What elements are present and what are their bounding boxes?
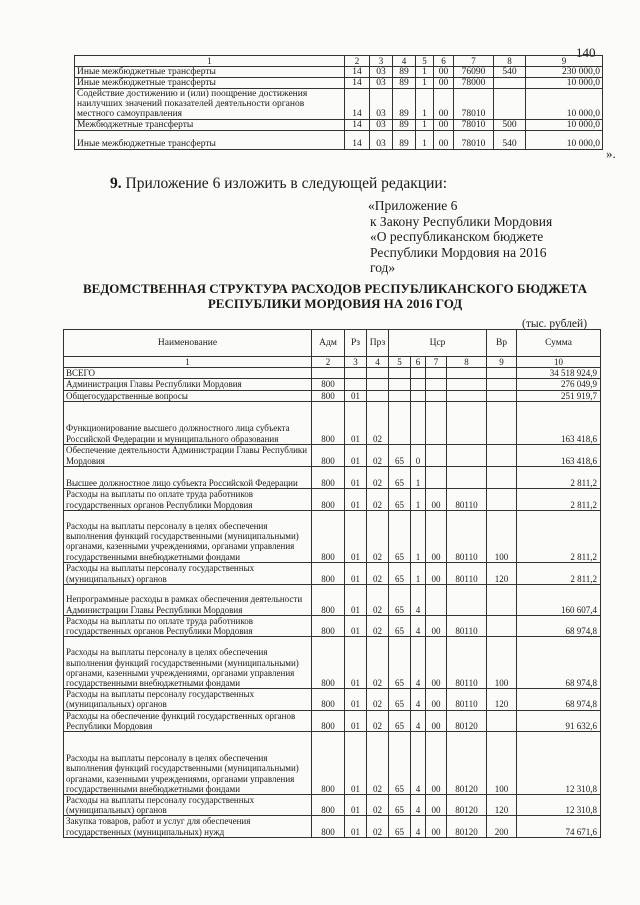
cell-prz: 03 — [370, 120, 393, 131]
col-number: 9 — [526, 56, 603, 67]
cell-c1: 89 — [393, 131, 416, 150]
cell-rz: 01 — [345, 615, 367, 636]
col-number-row — [64, 357, 601, 368]
cell-c4: 78010 — [454, 131, 494, 150]
cell-adm: 800 — [312, 488, 345, 510]
item-9 — [110, 175, 447, 193]
col-number: 1 — [64, 357, 312, 368]
cell-c1: 65 — [389, 637, 411, 689]
item-9-text: Приложение 6 изложить в следующей редакции: — [125, 175, 448, 192]
cell-c1 — [389, 368, 411, 379]
cell-sum: 10 000,0 — [526, 131, 603, 150]
cell-c1: 65 — [389, 816, 411, 837]
cell-rz: 01 — [345, 466, 367, 488]
row-name: Расходы на выплаты персоналу государственных (муниципальных) органов — [64, 795, 312, 816]
appendix-line: год» — [370, 260, 396, 276]
col-number: 3 — [345, 357, 367, 368]
unit-label: (тыс. рублей) — [522, 318, 588, 330]
cell-c1: 65 — [389, 710, 411, 731]
header-name: Наименование — [64, 330, 312, 357]
row-name: Расходы на выплаты персоналу государственных (муниципальных) органов — [64, 562, 312, 584]
cell-rz: 01 — [345, 562, 367, 584]
cell-c3: 00 — [426, 795, 447, 816]
table-row — [64, 732, 601, 795]
cell-sum: 10 000,0 — [526, 89, 603, 120]
cell-c2: 1 — [411, 466, 426, 488]
cell-c2: 0 — [411, 444, 426, 466]
cell-prz: 02 — [367, 615, 389, 636]
cell-c1: 89 — [393, 120, 416, 131]
cell-prz: 03 — [370, 131, 393, 150]
cell-adm: 800 — [312, 710, 345, 731]
cell-vr: 120 — [487, 562, 517, 584]
cell-c4: 80120 — [447, 816, 487, 837]
cell-rz: 01 — [345, 401, 367, 444]
table-row — [64, 615, 601, 636]
cell-c3: 00 — [434, 89, 454, 120]
cell-c1: 65 — [389, 615, 411, 636]
cell-prz: 02 — [367, 795, 389, 816]
cell-vr — [487, 710, 517, 731]
cell-adm: 800 — [312, 584, 345, 615]
col-number: 7 — [426, 357, 447, 368]
row-name: Общегосударственные вопросы — [64, 390, 312, 401]
table-row — [64, 488, 601, 510]
cell-rz: 01 — [345, 390, 367, 401]
cell-sum: 91 632,6 — [517, 710, 601, 731]
col-number: 7 — [454, 56, 494, 67]
appendix-line: «О республиканском бюджете — [370, 229, 544, 245]
table-row — [75, 78, 603, 89]
cell-prz: 02 — [367, 689, 389, 710]
cell-vr — [487, 615, 517, 636]
cell-c1: 89 — [393, 78, 416, 89]
cell-prz — [367, 390, 389, 401]
cell-c4: 80110 — [447, 510, 487, 562]
table-row — [64, 689, 601, 710]
cell-c1: 65 — [389, 466, 411, 488]
table-row — [64, 710, 601, 731]
cell-c4: 78010 — [454, 89, 494, 120]
table-row — [64, 379, 601, 390]
table-row — [64, 510, 601, 562]
cell-prz: 02 — [367, 444, 389, 466]
cell-prz: 03 — [370, 67, 393, 78]
row-name: Иные межбюджетные трансферты — [75, 131, 345, 150]
cell-c4 — [447, 466, 487, 488]
row-name: Закупка товаров, работ и услуг для обеспечения государственных (муниципальных) нужд — [64, 816, 312, 837]
cell-vr — [487, 488, 517, 510]
cell-c4: 80110 — [447, 689, 487, 710]
cell-c2 — [411, 401, 426, 444]
header-cer: Цср — [389, 330, 487, 357]
table-row — [75, 120, 603, 131]
cell-rz: 14 — [345, 120, 370, 131]
cell-prz — [367, 368, 389, 379]
cell-sum: 10 000,0 — [526, 78, 603, 89]
col-number: 9 — [487, 357, 517, 368]
cell-c3: 00 — [426, 488, 447, 510]
cell-c2: 1 — [416, 78, 434, 89]
cell-c3: 00 — [434, 67, 454, 78]
cell-prz: 03 — [370, 89, 393, 120]
cell-c2: 4 — [411, 615, 426, 636]
cell-adm: 800 — [312, 689, 345, 710]
cell-sum: 2 811,2 — [517, 562, 601, 584]
cell-prz: 02 — [367, 488, 389, 510]
cell-adm: 800 — [312, 390, 345, 401]
col-number: 8 — [494, 56, 526, 67]
cell-sum: 2 811,2 — [517, 488, 601, 510]
title-line: РЕСПУБЛИКИ МОРДОВИЯ НА 2016 ГОД — [207, 296, 463, 311]
cell-adm: 800 — [312, 444, 345, 466]
cell-c4 — [447, 368, 487, 379]
cell-adm: 800 — [312, 795, 345, 816]
cell-prz: 02 — [367, 584, 389, 615]
col-number: 5 — [389, 357, 411, 368]
cell-prz — [367, 379, 389, 390]
col-number: 2 — [345, 56, 370, 67]
cell-c3 — [426, 379, 447, 390]
cell-c4: 80110 — [447, 637, 487, 689]
header-adm: Адм — [312, 330, 345, 357]
table-row — [64, 795, 601, 816]
cell-c1: 65 — [389, 488, 411, 510]
col-number: 6 — [411, 357, 426, 368]
cell-adm — [312, 368, 345, 379]
cell-adm: 800 — [312, 401, 345, 444]
row-name: Расходы на обеспечение функций государственных органов Республики Мордовия — [64, 710, 312, 731]
cell-c2: 1 — [411, 562, 426, 584]
cell-c4: 80120 — [447, 732, 487, 795]
cell-c4 — [447, 584, 487, 615]
cell-vr: 100 — [487, 510, 517, 562]
cell-c1 — [389, 379, 411, 390]
cell-c1: 65 — [389, 562, 411, 584]
cell-vr: 100 — [487, 637, 517, 689]
cell-prz: 03 — [370, 78, 393, 89]
cell-c3: 00 — [426, 816, 447, 837]
col-number: 10 — [517, 357, 601, 368]
cell-c2: 1 — [416, 89, 434, 120]
cell-adm: 800 — [312, 816, 345, 837]
cell-rz: 01 — [345, 710, 367, 731]
appendix-header — [368, 198, 552, 276]
cell-sum: 163 418,6 — [517, 401, 601, 444]
table-row — [64, 816, 601, 837]
cell-rz: 01 — [345, 795, 367, 816]
cell-sum: 68 974,8 — [517, 615, 601, 636]
header-rz: Рз — [345, 330, 367, 357]
cell-vr: 100 — [487, 732, 517, 795]
row-name: Расходы на выплаты по оплате труда работников государственных органов Республики Мордовия — [64, 488, 312, 510]
cell-adm: 800 — [312, 732, 345, 795]
cell-c3 — [426, 368, 447, 379]
cell-c2: 4 — [411, 816, 426, 837]
col-number: 1 — [75, 56, 345, 67]
table-row — [64, 444, 601, 466]
appendix-line: к Закону Республики Мордовия — [370, 213, 553, 229]
cell-c4: 78010 — [454, 120, 494, 131]
closing-quote: ». — [606, 146, 616, 161]
cell-c2: 1 — [411, 488, 426, 510]
cell-c3 — [426, 584, 447, 615]
cell-c3: 00 — [426, 562, 447, 584]
cell-rz: 01 — [345, 510, 367, 562]
cell-c2: 4 — [411, 710, 426, 731]
cell-rz: 01 — [345, 689, 367, 710]
cell-adm: 800 — [312, 510, 345, 562]
cell-c4 — [447, 390, 487, 401]
cell-c1: 65 — [389, 689, 411, 710]
cell-c1: 65 — [389, 795, 411, 816]
cell-c4: 80110 — [447, 615, 487, 636]
row-name: Расходы на выплаты по оплате труда работников государственных органов Республики Мордовия — [64, 615, 312, 636]
cell-c4 — [447, 444, 487, 466]
cell-c1 — [389, 401, 411, 444]
cell-c1: 65 — [389, 732, 411, 795]
cell-vr — [487, 401, 517, 444]
row-name: Расходы на выплаты персоналу в целях обеспечения выполнения функций государственными (муниципальными) органами, казенными учреждениями, органами управления государственными внебюджетными фондами — [64, 637, 312, 689]
cell-vr — [487, 379, 517, 390]
cell-c4 — [447, 401, 487, 444]
appendix-line: Республики Мордовия на 2016 — [370, 244, 547, 260]
cell-sum: 276 049,9 — [517, 379, 601, 390]
table-row — [75, 131, 603, 150]
header-vr: Вр — [487, 330, 517, 357]
cell-adm: 800 — [312, 562, 345, 584]
cell-vr — [494, 78, 526, 89]
cell-c2: 4 — [411, 689, 426, 710]
cell-c4 — [447, 379, 487, 390]
cell-adm: 800 — [312, 637, 345, 689]
cell-c3: 00 — [426, 615, 447, 636]
cell-rz: 01 — [345, 584, 367, 615]
cell-sum: 230 000,0 — [526, 67, 603, 78]
table-row — [64, 401, 601, 444]
col-number: 3 — [370, 56, 393, 67]
table-row — [64, 466, 601, 488]
cell-vr — [487, 584, 517, 615]
cell-rz: 14 — [345, 131, 370, 150]
cell-c4: 80120 — [447, 795, 487, 816]
cell-rz — [345, 379, 367, 390]
cell-c1: 89 — [393, 89, 416, 120]
row-name: Иные межбюджетные трансферты — [75, 78, 345, 89]
cell-prz: 02 — [367, 401, 389, 444]
cell-sum: 34 518 924,9 — [517, 368, 601, 379]
cell-rz: 14 — [345, 67, 370, 78]
page-number: 140 — [576, 45, 596, 60]
row-name: Межбюджетные трансферты — [75, 120, 345, 131]
header-sum: Сумма — [517, 330, 601, 357]
row-name: Расходы на выплаты персоналу государственных (муниципальных) органов — [64, 689, 312, 710]
cell-adm: 800 — [312, 379, 345, 390]
row-name: Иные межбюджетные трансферты — [75, 67, 345, 78]
cell-vr: 540 — [494, 131, 526, 150]
title-line: ВЕДОМСТВЕННАЯ СТРУКТУРА РАСХОДОВ РЕСПУБЛИКАНСКОГО БЮДЖЕТА — [82, 281, 588, 296]
cell-c2 — [411, 379, 426, 390]
cell-vr — [487, 466, 517, 488]
table-row — [75, 67, 603, 78]
cell-vr: 500 — [494, 120, 526, 131]
cell-c4: 80110 — [447, 488, 487, 510]
cell-rz: 14 — [345, 78, 370, 89]
table-row — [64, 584, 601, 615]
appendix-line: «Приложение 6 — [368, 198, 458, 213]
cell-c3: 00 — [426, 637, 447, 689]
col-number: 5 — [416, 56, 434, 67]
cell-vr — [487, 444, 517, 466]
cell-rz: 01 — [345, 816, 367, 837]
cell-sum: 2 811,2 — [517, 510, 601, 562]
cell-c4: 80110 — [447, 562, 487, 584]
cell-c2: 4 — [411, 795, 426, 816]
cell-sum: 12 310,8 — [517, 732, 601, 795]
cell-sum: 163 418,6 — [517, 444, 601, 466]
cell-sum: 2 811,2 — [517, 466, 601, 488]
table-row — [75, 89, 603, 120]
col-number: 4 — [393, 56, 416, 67]
cell-c1: 65 — [389, 444, 411, 466]
cell-adm: 800 — [312, 615, 345, 636]
cell-vr: 540 — [494, 67, 526, 78]
cell-vr: 120 — [487, 689, 517, 710]
cell-prz: 02 — [367, 510, 389, 562]
cell-vr — [487, 368, 517, 379]
item-9-number: 9. — [110, 175, 122, 192]
cell-c4: 78000 — [454, 78, 494, 89]
cell-c2: 1 — [416, 120, 434, 131]
cell-vr — [494, 89, 526, 120]
col-number-row — [75, 56, 603, 67]
cell-sum: 160 607,4 — [517, 584, 601, 615]
table-row — [64, 390, 601, 401]
cell-prz: 02 — [367, 562, 389, 584]
cell-vr: 200 — [487, 816, 517, 837]
cell-rz: 01 — [345, 488, 367, 510]
cell-sum: 68 974,8 — [517, 637, 601, 689]
row-name: Администрация Главы Республики Мордовия — [64, 379, 312, 390]
cell-c3 — [426, 390, 447, 401]
cell-c4: 76090 — [454, 67, 494, 78]
cell-c3 — [426, 401, 447, 444]
top-table — [74, 55, 603, 150]
cell-c2: 1 — [411, 510, 426, 562]
cell-c2: 1 — [416, 67, 434, 78]
col-number: 4 — [367, 357, 389, 368]
cell-c2 — [411, 368, 426, 379]
cell-c1: 65 — [389, 510, 411, 562]
cell-sum: 74 671,6 — [517, 816, 601, 837]
row-name: ВСЕГО — [64, 368, 312, 379]
cell-c3: 00 — [426, 689, 447, 710]
cell-prz: 02 — [367, 710, 389, 731]
cell-c2 — [411, 390, 426, 401]
cell-c2: 1 — [416, 131, 434, 150]
cell-rz: 14 — [345, 89, 370, 120]
row-name: Содействие достижению и (или) поощрение достижения наилучших значений показателей деятельности органов местного самоуправления — [75, 89, 345, 120]
cell-c1: 89 — [393, 67, 416, 78]
cell-adm: 800 — [312, 466, 345, 488]
row-name: Высшее должностное лицо субъекта Российской Федерации — [64, 466, 312, 488]
row-name: Расходы на выплаты персоналу в целях обеспечения выполнения функций государственными (муниципальными) органами, казенными учреждениями, органами управления государственными внебюджетными фондами — [64, 732, 312, 795]
header-prz: Прз — [367, 330, 389, 357]
cell-prz: 02 — [367, 816, 389, 837]
cell-c3 — [426, 466, 447, 488]
cell-c2: 4 — [411, 732, 426, 795]
cell-c2: 4 — [411, 637, 426, 689]
cell-c4: 80120 — [447, 710, 487, 731]
document-title — [60, 281, 610, 311]
cell-sum: 12 310,8 — [517, 795, 601, 816]
cell-sum: 251 919,7 — [517, 390, 601, 401]
cell-c2: 4 — [411, 584, 426, 615]
cell-sum: 68 974,8 — [517, 689, 601, 710]
col-number: 8 — [447, 357, 487, 368]
cell-c1 — [389, 390, 411, 401]
cell-rz — [345, 368, 367, 379]
table-row — [64, 562, 601, 584]
cell-rz: 01 — [345, 637, 367, 689]
cell-c3: 00 — [434, 120, 454, 131]
row-name: Непрограммные расходы в рамках обеспечения деятельности Администрации Главы Республики Мордовия — [64, 584, 312, 615]
cell-c3: 00 — [434, 78, 454, 89]
cell-prz: 02 — [367, 637, 389, 689]
cell-c3: 00 — [426, 732, 447, 795]
cell-vr — [487, 390, 517, 401]
cell-rz: 01 — [345, 444, 367, 466]
cell-c1: 65 — [389, 584, 411, 615]
cell-vr: 120 — [487, 795, 517, 816]
row-name: Обеспечение деятельности Администрации Главы Республики Мордовия — [64, 444, 312, 466]
cell-sum: 10 000,0 — [526, 120, 603, 131]
cell-prz: 02 — [367, 732, 389, 795]
cell-c3: 00 — [426, 510, 447, 562]
header-row — [64, 330, 601, 357]
cell-c3: 00 — [426, 710, 447, 731]
row-name: Функционирование высшего должностного лица субъекта Российской Федерации и муниципального образования — [64, 401, 312, 444]
cell-rz: 01 — [345, 732, 367, 795]
cell-c3 — [426, 444, 447, 466]
cell-prz: 02 — [367, 466, 389, 488]
col-number: 2 — [312, 357, 345, 368]
col-number: 6 — [434, 56, 454, 67]
cell-c3: 00 — [434, 131, 454, 150]
table-row — [64, 637, 601, 689]
main-table — [63, 329, 601, 838]
table-row — [64, 368, 601, 379]
row-name: Расходы на выплаты персоналу в целях обеспечения выполнения функций государственными (муниципальными) органами, казенными учреждениями, органами управления государственными внебюджетными фондами — [64, 510, 312, 562]
